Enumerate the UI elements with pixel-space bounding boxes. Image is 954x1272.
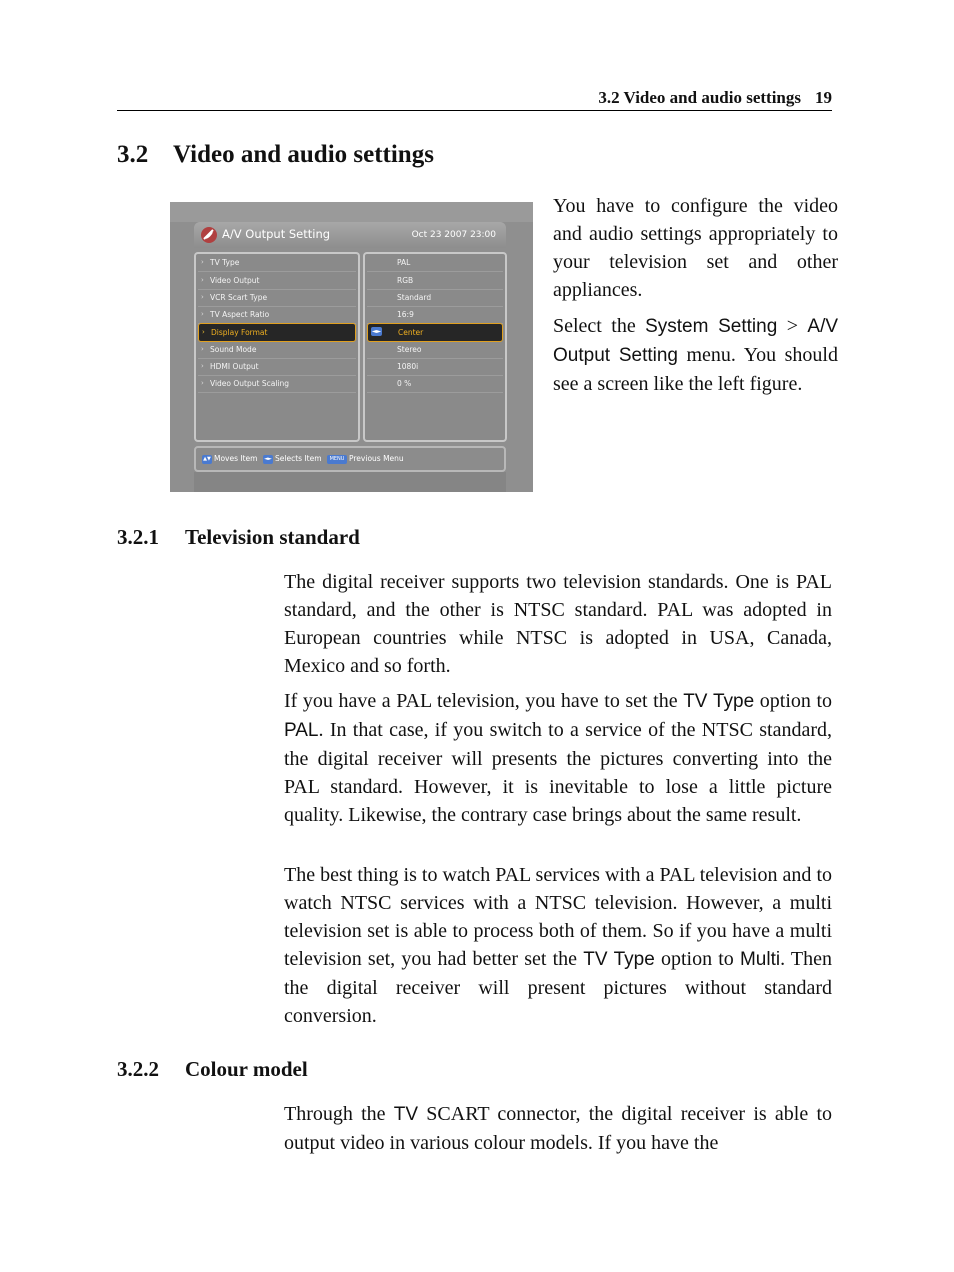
tv-value-row: 1080i <box>367 358 503 376</box>
tv-option-row[interactable]: › Video Output <box>198 272 356 290</box>
running-header <box>117 86 832 111</box>
tv-option-list <box>194 252 360 442</box>
tv-option-row[interactable]: › Sound Mode <box>198 341 356 359</box>
help-selects-item: Selects Item <box>275 454 322 463</box>
tv-option-row[interactable]: › TV Aspect Ratio <box>198 306 356 324</box>
av-output-setting-screenshot <box>170 202 533 492</box>
page-number: 19 <box>815 88 832 107</box>
intro-paragraph-2: Select the System Setting > A/V Output Setting menu. You should see a screen like the left figure. <box>553 315 839 395</box>
tv-value-row: Stereo <box>367 341 503 359</box>
intro-paragraph-1: You have to configure the video and audio settings appropriately to your television set and other appliances. <box>553 195 838 301</box>
tv-help-bar <box>194 446 506 472</box>
section-heading <box>117 141 434 169</box>
satellite-dish-icon <box>200 226 218 244</box>
chevron-right-icon: › <box>201 310 204 318</box>
tv-option-row[interactable]: › Video Output Scaling <box>198 375 356 393</box>
tv-option-row[interactable]: › TV Type <box>198 254 356 272</box>
tv-menu-header <box>194 222 506 248</box>
subsection-heading-colour-model: 3.2.2 Colour model <box>117 1057 308 1081</box>
help-moves-item: Moves Item <box>214 454 258 463</box>
tv-option-row[interactable]: › VCR Scart Type <box>198 289 356 307</box>
tv-value-row: Standard <box>367 289 503 307</box>
chevron-right-icon: › <box>201 276 204 284</box>
up-down-arrows-icon: ▲▼ <box>203 456 211 462</box>
help-previous-menu: Previous Menu <box>349 454 404 463</box>
chevron-right-icon: › <box>201 345 204 353</box>
chevron-right-icon: › <box>201 362 204 370</box>
chevron-right-icon: › <box>201 258 204 266</box>
tv-option-row-selected[interactable]: › Display Format <box>198 323 356 342</box>
tv-value-row-selected[interactable]: ◄► Center <box>367 323 503 342</box>
tv-option-row[interactable]: › HDMI Output <box>198 358 356 376</box>
menu-path-av-output-setting: A/V Output Setting <box>553 316 839 366</box>
tv-value-row: 16:9 <box>367 306 503 324</box>
chevron-right-icon: › <box>201 293 204 301</box>
menu-path-system-setting: System Setting <box>645 316 778 337</box>
tv-top-strip <box>170 202 533 222</box>
tv-menu-title: A/V Output Setting <box>222 227 331 241</box>
tv-value-row: 0 % <box>367 375 503 393</box>
running-header-title: 3.2 Video and audio settings <box>598 88 801 107</box>
colour-model-paragraph-1: Through the TV SCART connector, the digital receiver is able to output video in various colour models. If you have the <box>284 1103 833 1154</box>
left-right-arrows-icon: ◄► <box>264 456 272 462</box>
tv-value-row: PAL <box>367 254 503 272</box>
tv-value-list <box>363 252 507 442</box>
subsection-heading-television-standard: 3.2.1 Television standard <box>117 525 360 549</box>
section-title: Video and audio settings <box>173 141 434 168</box>
tv-datetime: Oct 23 2007 23:00 <box>411 230 496 240</box>
tv-bottom-strip <box>194 472 506 492</box>
menu-key-icon: MENU <box>327 455 347 464</box>
tv-standard-paragraph-1: The digital receiver supports two television standards. One is PAL standard, and the other is NTSC standard. PAL was adopted in European countries while NTSC is adopted in USA, Canada, Mexico and so forth. <box>284 571 832 677</box>
tv-standard-paragraph-3: The best thing is to watch PAL services with a PAL television and to watch NTSC services with a NTSC television. However, a multi television set is able to process both of them. So if you have a multi television set, you had better set the TV Type option to Multi. Then the digital receiver will present pictures without standard conversion. <box>284 864 833 1027</box>
chevron-right-icon: › <box>202 328 205 336</box>
tv-standard-paragraph-2: If you have a PAL television, you have to set the TV Type option to PAL. In that case, if you switch to a service of the NTSC standard, the digital receiver will presents the pictures converting into the PAL standard. However, it is inevitable to lose a little picture quality. Likewise, the contrary case brings about the same result. <box>284 690 833 826</box>
tv-value-row: RGB <box>367 272 503 290</box>
section-number: 3.2 <box>117 141 149 168</box>
chevron-right-icon: › <box>201 379 204 387</box>
left-right-arrows-icon: ◄► <box>371 328 382 335</box>
